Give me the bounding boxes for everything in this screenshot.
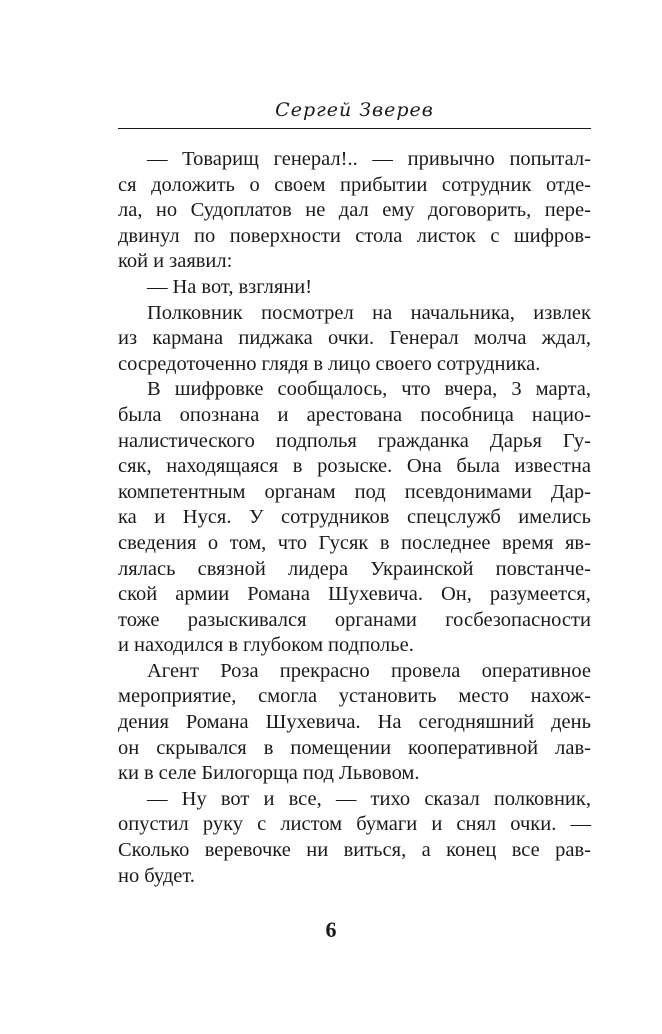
- word: пособница: [420, 403, 514, 426]
- word: Гу-: [562, 429, 591, 452]
- word: спецслужб: [407, 506, 501, 529]
- word: В: [147, 378, 161, 401]
- word: розыске.: [317, 455, 393, 478]
- text-line: [118, 582, 591, 608]
- text-line: [118, 249, 591, 275]
- word: глядя: [261, 352, 309, 375]
- word: в: [292, 455, 303, 478]
- word: с: [257, 813, 267, 836]
- word: Сколько: [118, 839, 190, 862]
- word: конец: [446, 839, 497, 862]
- text-line: [118, 429, 591, 455]
- text-line: [118, 864, 591, 890]
- word: поверхности: [229, 224, 341, 247]
- word: том,: [229, 531, 267, 554]
- text-line: [118, 173, 591, 199]
- word: тоже: [118, 608, 160, 631]
- word: вот: [220, 787, 250, 810]
- word: ла,: [118, 199, 143, 222]
- text-line: [118, 326, 591, 352]
- word: Полковник: [147, 301, 243, 324]
- word: кооперативной: [408, 736, 539, 759]
- text-line: [118, 377, 591, 403]
- word: —: [335, 787, 357, 810]
- word: лялась: [118, 557, 176, 580]
- word: Романа: [185, 711, 249, 734]
- word: и: [153, 250, 165, 273]
- word: сотрудник: [441, 173, 532, 196]
- word: привычно: [407, 148, 495, 170]
- word: арестована: [306, 403, 403, 426]
- word: установить: [338, 685, 437, 708]
- word: известна: [514, 455, 591, 478]
- word: листом: [280, 813, 343, 836]
- word: листок: [416, 224, 476, 247]
- word: веревочке: [204, 839, 291, 862]
- text-line: [118, 557, 591, 583]
- word: кармана: [152, 327, 224, 350]
- word: сотрудника.: [436, 352, 541, 375]
- word: была: [456, 455, 500, 478]
- word: пиджака: [238, 327, 313, 350]
- word: в: [313, 352, 324, 375]
- word: опознана: [179, 403, 260, 426]
- word: попытал-: [509, 148, 591, 170]
- word: смогла: [258, 685, 318, 708]
- word: посмотрел: [261, 301, 354, 324]
- word: находящаяся: [166, 455, 279, 478]
- word: На: [172, 275, 197, 298]
- word: оперативное: [481, 659, 591, 682]
- word: сказал: [424, 787, 480, 810]
- header-rule: [118, 128, 591, 129]
- word: двинул: [118, 224, 180, 247]
- text-line: [118, 838, 591, 864]
- word: 3: [511, 378, 522, 401]
- word: молча: [473, 327, 527, 350]
- word: прекрасно: [279, 659, 370, 682]
- word: Романа: [247, 583, 310, 606]
- word: находился: [133, 634, 224, 657]
- word: Нуся.: [182, 506, 232, 529]
- word: и: [263, 787, 275, 810]
- word: ему: [382, 199, 415, 222]
- word: Билогорща: [201, 762, 298, 785]
- word: доложить: [151, 173, 235, 196]
- word: была: [118, 403, 162, 426]
- word: ка: [118, 506, 137, 529]
- word: Ну: [181, 787, 207, 810]
- word: вот,: [201, 275, 234, 298]
- word: гражданка: [377, 429, 469, 452]
- text-line: [118, 454, 591, 480]
- word: что: [401, 378, 431, 401]
- word: сотрудников: [281, 506, 390, 529]
- word: виться,: [343, 839, 407, 862]
- text-line: [118, 224, 591, 250]
- word: снял: [456, 813, 497, 836]
- word: ждал,: [541, 327, 591, 350]
- word: тихо: [370, 787, 411, 810]
- word: в: [228, 634, 239, 657]
- word: армии: [175, 583, 230, 606]
- word: связной: [197, 557, 266, 580]
- word: отде-: [545, 173, 591, 196]
- word: и: [154, 506, 166, 529]
- page-number: 6: [325, 917, 337, 942]
- word: Дарья: [489, 429, 542, 452]
- word: селе: [158, 762, 197, 785]
- word: полковник,: [493, 787, 591, 810]
- word: —: [570, 813, 591, 836]
- text-line: [118, 812, 591, 838]
- word: место: [458, 685, 509, 708]
- word: нацио-: [531, 403, 591, 426]
- word: повстанче-: [495, 557, 591, 580]
- word: вчера,: [444, 378, 498, 401]
- word: с: [490, 224, 500, 247]
- word: скрывался: [156, 736, 247, 759]
- word: На: [377, 711, 402, 734]
- word: компетентным: [118, 480, 246, 503]
- word: из: [118, 327, 138, 350]
- word: и: [431, 813, 443, 836]
- text-line: [118, 736, 591, 762]
- word: провела: [390, 659, 461, 682]
- body-text: [118, 147, 591, 889]
- word: Генерал: [389, 327, 459, 350]
- word: глубоком: [243, 634, 324, 657]
- word: шифров-: [513, 224, 591, 247]
- word: взгляни!: [238, 275, 313, 298]
- word: своем: [274, 173, 326, 196]
- word: У: [249, 506, 264, 529]
- word: очки.: [510, 813, 557, 836]
- word: он: [118, 736, 140, 759]
- text-line: [118, 761, 591, 787]
- word: руку: [202, 813, 243, 836]
- word: рав-: [555, 839, 591, 862]
- word: —: [147, 148, 168, 170]
- word: марта,: [535, 378, 591, 401]
- word: разумеется,: [489, 583, 591, 606]
- running-head-author: Сергей Зверев: [275, 99, 434, 121]
- word: дения: [118, 711, 169, 734]
- text-line: [118, 710, 591, 736]
- word: ся: [118, 173, 137, 196]
- word: в: [379, 531, 390, 554]
- word: дал: [338, 199, 369, 222]
- word: лав-: [555, 736, 591, 759]
- text-line: [118, 787, 591, 813]
- word: день: [551, 711, 591, 734]
- word: в: [263, 736, 274, 759]
- text-line: [118, 480, 591, 506]
- word: —: [372, 148, 393, 170]
- word: все: [511, 839, 540, 862]
- word: Товарищ: [182, 148, 259, 170]
- word: последнее: [401, 531, 491, 554]
- text-line: [118, 684, 591, 710]
- word: под: [354, 480, 386, 503]
- text-line: [118, 659, 591, 685]
- text-line: [118, 403, 591, 429]
- word: органами: [334, 608, 417, 631]
- word: Шухевича.: [265, 711, 361, 734]
- word: о: [207, 531, 219, 554]
- word: под: [302, 762, 334, 785]
- word: Гусяк: [318, 531, 369, 554]
- text-line: [118, 352, 591, 378]
- word: шифровке: [174, 378, 264, 401]
- word: генерал!..: [273, 148, 358, 170]
- word: а: [421, 839, 431, 862]
- word: извлек: [533, 301, 591, 324]
- text-line: [118, 531, 591, 557]
- word: и: [118, 634, 129, 657]
- word: помещении: [290, 736, 392, 759]
- word: подполье.: [328, 634, 414, 657]
- word: лидера: [287, 557, 349, 580]
- word: на: [372, 301, 393, 324]
- word: Львовом.: [338, 762, 420, 785]
- word: все,: [288, 787, 322, 810]
- word: мероприятие,: [118, 685, 237, 708]
- word: ни: [306, 839, 329, 862]
- word: сегодняшний: [418, 711, 535, 734]
- word: бумаги: [356, 813, 418, 836]
- word: в: [143, 762, 154, 785]
- text-line: [118, 301, 591, 327]
- text-line: [118, 275, 591, 301]
- text-line: [118, 608, 591, 634]
- word: о: [249, 173, 260, 196]
- word: что: [277, 531, 308, 554]
- word: но: [155, 199, 178, 222]
- word: ской: [118, 583, 158, 606]
- word: время: [502, 531, 554, 554]
- word: налистического: [118, 429, 255, 452]
- word: договорить,: [427, 199, 532, 222]
- word: нахож-: [530, 685, 591, 708]
- word: Судоплатов: [190, 199, 292, 222]
- word: —: [147, 275, 168, 298]
- word: Он,: [440, 583, 472, 606]
- word: Роза: [220, 659, 259, 682]
- word: Дар-: [550, 480, 591, 503]
- word: прибытии: [340, 173, 428, 196]
- text-line: [118, 633, 591, 659]
- word: лицо: [328, 352, 371, 375]
- word: —: [147, 787, 168, 810]
- word: сообщалось,: [277, 378, 388, 401]
- word: псевдонимами: [404, 480, 532, 503]
- word: кой: [118, 250, 149, 273]
- text-line: [118, 147, 591, 173]
- word: Агент: [147, 659, 199, 682]
- word: Она: [406, 455, 442, 478]
- word: опустил: [118, 813, 189, 836]
- word: будет.: [144, 864, 195, 887]
- word: по: [194, 224, 216, 247]
- word: имелись: [518, 506, 591, 529]
- text-line: [118, 198, 591, 224]
- word: но: [118, 864, 140, 887]
- word: ки: [118, 762, 139, 785]
- word: органам: [264, 480, 336, 503]
- word: начальника,: [410, 301, 515, 324]
- word: очки.: [328, 327, 375, 350]
- word: стола: [355, 224, 403, 247]
- word: яв-: [564, 531, 591, 554]
- word: своего: [375, 352, 432, 375]
- word: госбезопасности: [445, 608, 591, 631]
- word: и: [277, 403, 289, 426]
- text-line: [118, 505, 591, 531]
- word: Шухевича.: [328, 583, 423, 606]
- word: Украинской: [370, 557, 474, 580]
- word: сяк,: [118, 455, 152, 478]
- word: разыскивался: [187, 608, 307, 631]
- word: заявил:: [169, 250, 233, 273]
- word: пере-: [544, 199, 591, 222]
- word: сосредоточенно: [118, 352, 257, 375]
- word: сведения: [118, 531, 197, 554]
- word: не: [305, 199, 326, 222]
- word: подполья: [275, 429, 357, 452]
